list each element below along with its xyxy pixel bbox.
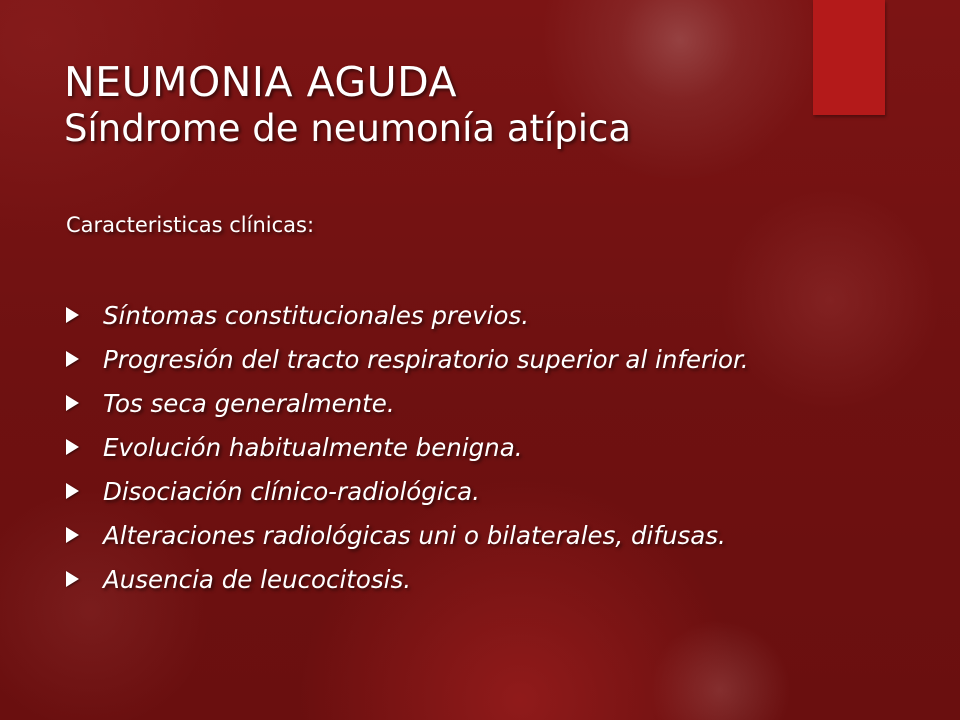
bullet-text: Ausencia de leucocitosis.: [103, 564, 412, 594]
right-triangle-arrow-icon: [66, 527, 79, 543]
right-triangle-arrow-icon: [66, 307, 79, 323]
bullet-item: [66, 293, 749, 337]
bullet-item: [66, 337, 749, 381]
bullet-item: [66, 425, 749, 469]
right-triangle-arrow-icon: [66, 351, 79, 367]
bullet-text: Alteraciones radiológicas uni o bilaterales, difusas.: [103, 520, 726, 550]
bullet-text: Evolución habitualmente benigna.: [103, 432, 523, 462]
right-triangle-arrow-icon: [66, 439, 79, 455]
right-triangle-arrow-icon: [66, 483, 79, 499]
bullet-text: Síntomas constitucionales previos.: [103, 300, 529, 330]
bullet-text: Progresión del tracto respiratorio superior al inferior.: [103, 344, 749, 374]
right-triangle-arrow-icon: [66, 571, 79, 587]
bullet-item: [66, 381, 749, 425]
right-triangle-arrow-icon: [66, 395, 79, 411]
slide-title: NEUMONIA AGUDA: [64, 58, 458, 106]
bullet-text: Disociación clínico-radiológica.: [103, 476, 480, 506]
bullet-text: Tos seca generalmente.: [103, 388, 395, 418]
slide-subtitle: Síndrome de neumonía atípica: [64, 107, 632, 150]
section-heading: Caracteristicas clínicas:: [66, 213, 315, 237]
bullet-item: [66, 513, 749, 557]
bullet-item: [66, 557, 749, 601]
accent-rectangle: [813, 0, 885, 115]
bullet-list: [66, 293, 749, 601]
bullet-item: [66, 469, 749, 513]
title-block: [64, 58, 631, 152]
